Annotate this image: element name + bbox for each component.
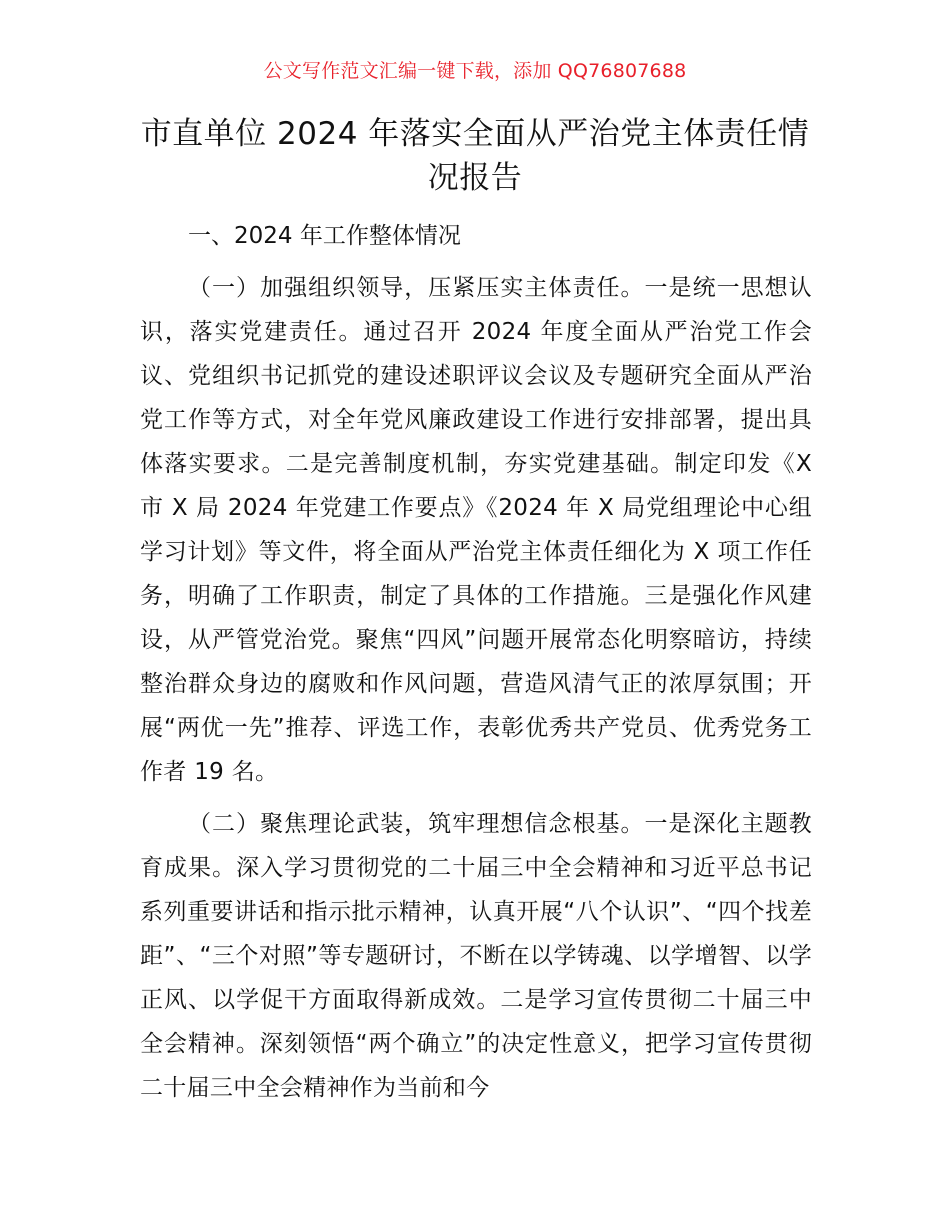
section-heading: 一、2024 年工作整体情况 — [188, 223, 461, 249]
document-body — [140, 214, 812, 1118]
paragraph-1: （一）加强组织领导，压紧压实主体责任。一是统一思想认识，落实党建责任。通过召开 2024 年度全面从严治党工作会议、党组织书记抓党的建设述职评议会议及专题研究全面从严治党工作等方式，对全年党风廉政建设工作进行安排部署，提出具体落实要求。二是完善制度机制，夯实党建基础。制定印发《X 市 X 局 2024 年党建工作要点》《2024 年 X 局党组理论中心组学习计划》等文件，将全面从严治党主体责任细化为 X 项工作任务，明确了工作职责，制定了具体的工作措施。三是强化作风建设，从严管党治党。聚焦“四风”问题开展常态化明察暗访，持续整治群众身边的腐败和作风问题，营造风清气正的浓厚氛围；开展“两优一先”推荐、评选工作，表彰优秀共产党员、优秀党务工作者 19 名。 — [140, 275, 812, 785]
download-banner: 公文写作范文汇编一键下载，添加 QQ76807688 — [263, 60, 687, 82]
paragraph-2: （二）聚焦理论武装，筑牢理想信念根基。一是深化主题教育成果。深入学习贯彻党的二十届三中全会精神和习近平总书记系列重要讲话和指示批示精神，认真开展“八个认识”、“四个找差距”、“三个对照”等专题研讨，不断在以学铸魂、以学增智、以学正风、以学促干方面取得新成效。二是学习宣传贯彻二十届三中全会精神。深刻领悟“两个确立”的决定性意义，把学习宣传贯彻二十届三中全会精神作为当前和今 — [140, 811, 812, 1101]
document-title: 市直单位 2024 年落实全面从严治党主体责任情况报告 — [140, 116, 810, 196]
